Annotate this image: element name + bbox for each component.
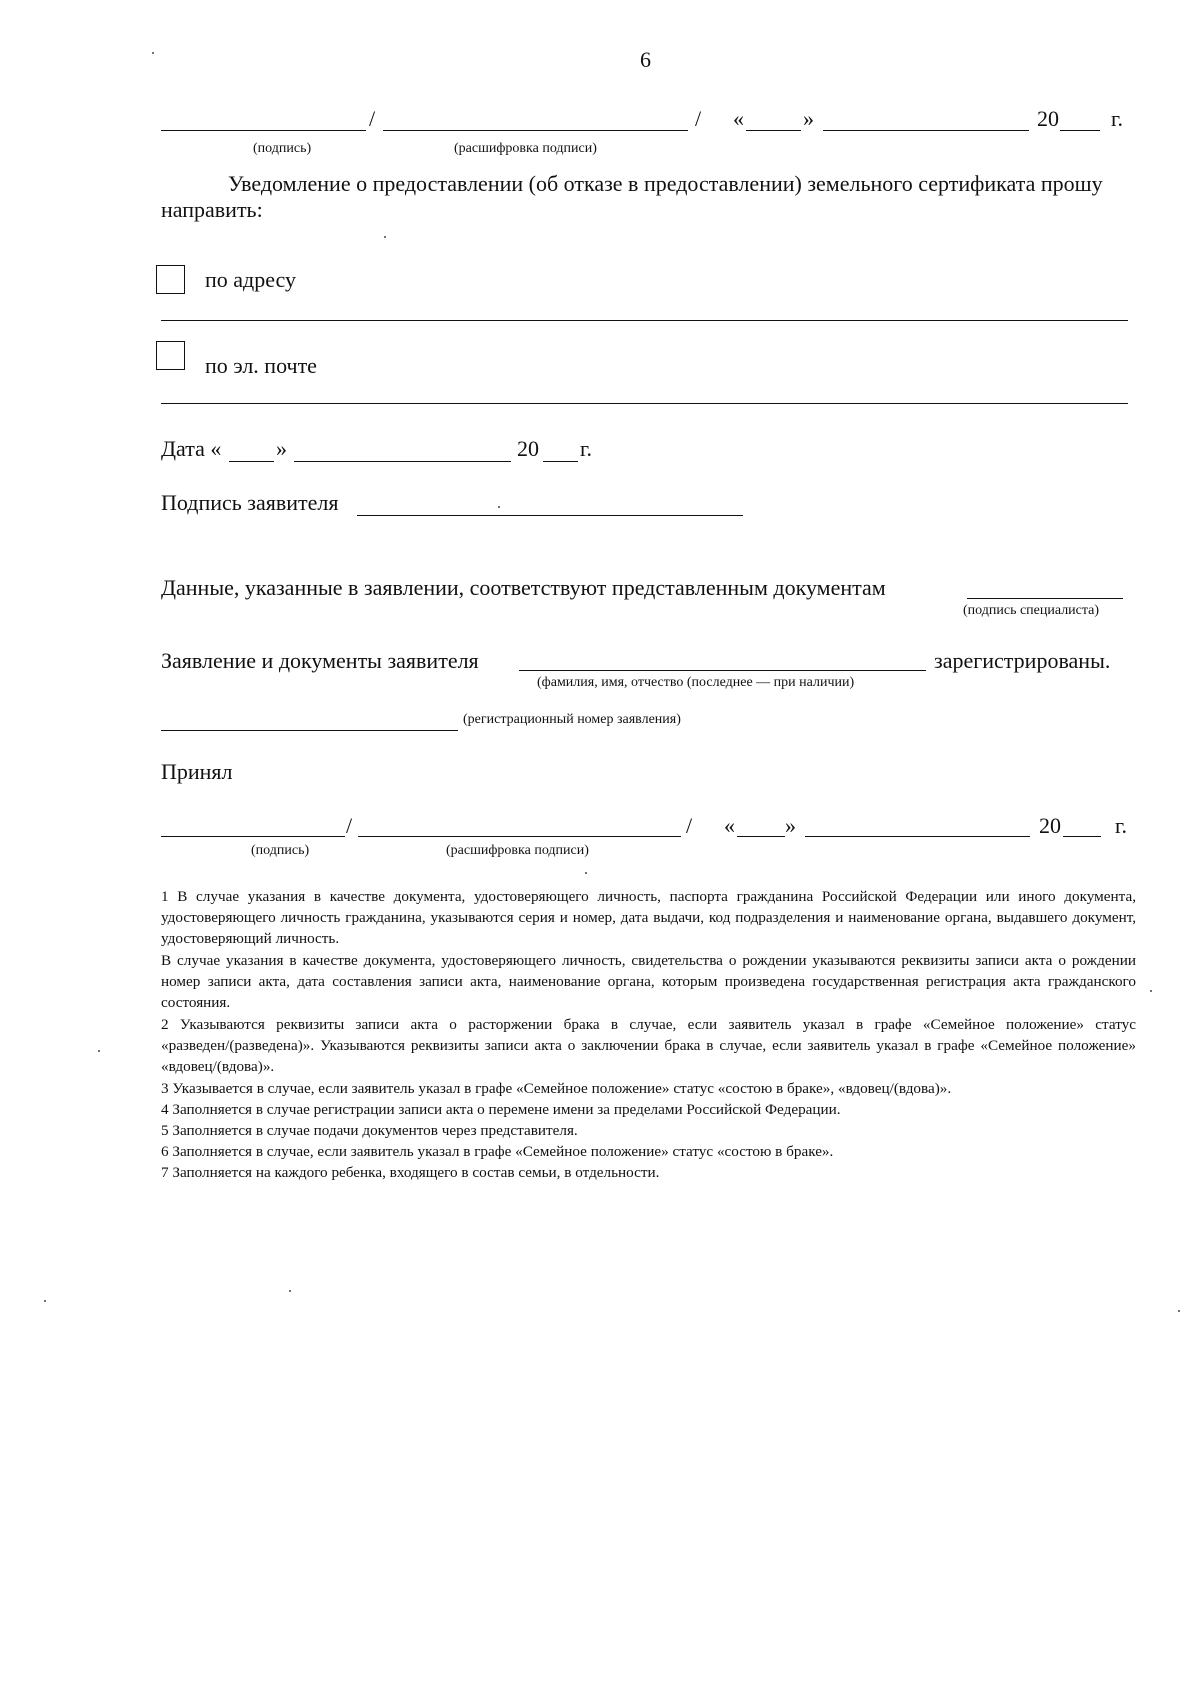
specialist-signature-caption: (подпись специалиста) [963, 603, 1100, 618]
slash: / [686, 813, 693, 838]
scan-speck [585, 872, 587, 874]
year-prefix: 20 [1039, 813, 1061, 838]
scan-speck [44, 1300, 46, 1302]
slash: / [346, 813, 353, 838]
registration-number-line[interactable] [161, 730, 458, 731]
scan-speck [498, 506, 500, 508]
slash: / [369, 106, 376, 131]
scan-speck [384, 236, 386, 238]
scan-speck [1150, 990, 1152, 992]
scan-speck [152, 52, 154, 54]
year-suffix: г. [1115, 813, 1128, 838]
applicant-name-line[interactable] [519, 670, 926, 671]
address-field-line[interactable] [161, 320, 1128, 321]
accepted-year-line[interactable] [1063, 836, 1101, 837]
date-label: Дата « [161, 436, 222, 461]
specialist-signature-line[interactable] [967, 598, 1123, 599]
page-number: 6 [640, 47, 651, 72]
checkbox-by-address[interactable] [156, 265, 185, 294]
scan-speck [98, 1050, 100, 1052]
footnote-1: 1 В случае указания в качестве документа, удостоверяющего личность, паспорта гражданина Российской Федерации или иного документа, удостоверяющего личность гражданина, указываются серия и номер, дата выдачи, код подразделения и наименование органа, выдавшего документ, удостоверяющий личность. [161, 888, 1136, 947]
transcript-line[interactable] [383, 130, 688, 131]
registration-number-caption: (регистрационный номер заявления) [463, 712, 681, 727]
registration-text-before: Заявление и документы заявителя [161, 648, 479, 673]
accepted-day-line[interactable] [737, 836, 785, 837]
footnote-2: 2 Указываются реквизиты записи акта о расторжении брака в случае, если заявитель указал в графе «Семейное положение» статус «разведен/(разведена)». Указываются реквизиты записи акта о заключении брака в случае, если заявитель указал в графе «Семейное положение» «вдовец/(вдова)». [161, 1016, 1136, 1075]
date-year-line[interactable] [543, 461, 578, 462]
signature-caption: (подпись) [253, 141, 312, 156]
signature-line[interactable] [161, 130, 366, 131]
month-line[interactable] [823, 130, 1029, 131]
scan-speck [289, 1290, 291, 1292]
option-label-by-address: по адресу [205, 267, 297, 292]
transcript-caption: (расшифровка подписи) [446, 843, 589, 858]
email-field-line[interactable] [161, 403, 1128, 404]
quote-close: » [803, 106, 814, 131]
transcript-caption: (расшифровка подписи) [454, 141, 597, 156]
date-month-line[interactable] [294, 461, 511, 462]
date-year-prefix: 20 [517, 436, 539, 461]
accepted-month-line[interactable] [805, 836, 1030, 837]
applicant-signature-line[interactable] [357, 515, 743, 516]
quote-open: « [724, 813, 735, 838]
quote-open: « [733, 106, 744, 131]
date-day-line[interactable] [229, 461, 274, 462]
accepted-signature-line[interactable] [161, 836, 345, 837]
option-label-by-email: по эл. почте [205, 353, 317, 378]
footnote-5: 5 Заполняется в случае подачи документов через представителя. [161, 1122, 578, 1139]
date-quote-close: » [276, 436, 287, 461]
scan-speck [1178, 1310, 1180, 1312]
year-suffix: г. [1111, 106, 1124, 131]
footnote-4: 4 Заполняется в случае регистрации записи акта о перемене имени за пределами Российской Федерации. [161, 1101, 841, 1118]
signature-caption: (подпись) [251, 843, 310, 858]
applicant-name-caption: (фамилия, имя, отчество (последнее — при наличии) [537, 675, 855, 690]
year-prefix: 20 [1037, 106, 1059, 131]
accepted-transcript-line[interactable] [358, 836, 681, 837]
day-line[interactable] [746, 130, 801, 131]
footnote-1-cont: В случае указания в качестве документа, удостоверяющего личность, свидетельства о рождении указываются реквизиты записи акта о рождении номер записи акта, дата составления записи акта, наименование органа, которым произведена государственная регистрация акта гражданского состояния. [161, 952, 1136, 1011]
footnote-6: 6 Заполняется в случае, если заявитель указал в графе «Семейное положение» статус «состою в браке». [161, 1143, 834, 1160]
verification-text: Данные, указанные в заявлении, соответствуют представленным документам [161, 575, 886, 600]
accepted-label: Принял [161, 759, 233, 784]
notification-text: Уведомление о предоставлении (об отказе в предоставлении) земельного сертификата прошу [228, 171, 1103, 196]
checkbox-by-email[interactable] [156, 341, 185, 370]
registration-text-after: зарегистрированы. [934, 648, 1111, 673]
footnote-7: 7 Заполняется на каждого ребенка, входящего в состав семьи, в отдельности. [161, 1164, 660, 1181]
slash: / [695, 106, 702, 131]
year-line[interactable] [1060, 130, 1100, 131]
notification-text-cont: направить: [161, 197, 263, 222]
applicant-signature-label: Подпись заявителя [161, 490, 339, 515]
quote-close: » [785, 813, 796, 838]
footnote-3: 3 Указывается в случае, если заявитель указал в графе «Семейное положение» статус «состою в браке», «вдовец/(вдова)». [161, 1080, 952, 1097]
date-year-suffix: г. [580, 436, 593, 461]
